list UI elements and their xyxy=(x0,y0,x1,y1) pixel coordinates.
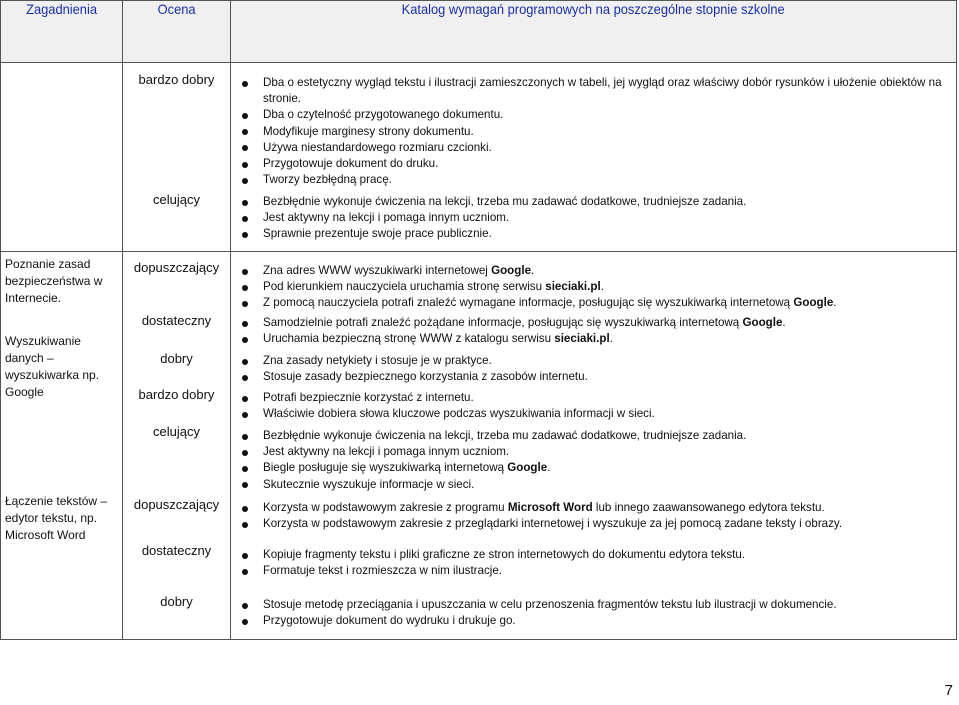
item-text: Bezbłędnie wykonuje ćwiczenia na lekcji, trzeba mu zadawać dodatkowe, trudniejsze zadania. xyxy=(263,429,747,442)
bullet-icon xyxy=(242,506,248,512)
item-text: Pod kierunkiem nauczyciela uruchamia stronę serwisu xyxy=(263,280,546,294)
bullet-icon xyxy=(242,553,248,559)
topic-cell-empty xyxy=(1,63,123,252)
item-text: Potrafi bezpiecznie korzystać z internetu. xyxy=(263,391,474,404)
bullet-icon xyxy=(242,375,248,381)
bullet-icon xyxy=(242,396,248,402)
requirements-list xyxy=(231,597,956,629)
bullet-icon xyxy=(242,619,248,625)
list-item xyxy=(231,353,956,369)
list-item xyxy=(231,295,956,311)
requirements-cell xyxy=(231,252,957,640)
bullet-icon xyxy=(242,522,248,528)
list-item xyxy=(231,597,956,613)
list-item xyxy=(231,75,956,107)
list-item xyxy=(231,226,956,242)
item-text: . xyxy=(609,332,613,346)
emphasis-text: sieciaki.pl xyxy=(554,332,610,346)
list-item xyxy=(231,428,956,444)
item-text: Dba o czytelność przygotowanego dokumentu. xyxy=(263,108,504,122)
grades-cell xyxy=(123,63,231,252)
requirements-list xyxy=(231,428,956,493)
item-text: . xyxy=(782,316,786,329)
item-text: Stosuje metodę przeciągania i upuszczania w celu przenoszenia fragmentów tekstu lub ilustracji w dokumencie. xyxy=(263,598,837,611)
requirements-list xyxy=(231,353,956,385)
grade-label: celujący xyxy=(153,424,200,439)
list-item xyxy=(231,460,956,476)
list-item xyxy=(231,124,956,140)
list-item xyxy=(231,140,956,156)
emphasis-text: Google xyxy=(491,264,532,277)
item-text: Formatuje tekst i rozmieszcza w nim ilustracje. xyxy=(263,564,503,578)
requirements-list xyxy=(231,194,956,243)
item-text: Tworzy bezbłędną pracę. xyxy=(263,173,392,187)
requirements-list xyxy=(231,500,956,532)
requirements-cell xyxy=(231,63,957,252)
table-row xyxy=(1,252,957,640)
bullet-icon xyxy=(242,113,248,119)
list-item xyxy=(231,210,956,226)
emphasis-text: Google xyxy=(507,461,548,475)
list-item xyxy=(231,172,956,188)
item-text: Właściwie dobiera słowa kluczowe podczas wyszukiwania informacji w sieci. xyxy=(263,407,655,421)
bullet-icon xyxy=(242,301,248,307)
list-item xyxy=(231,563,956,579)
grade-label: dostateczny xyxy=(141,313,212,328)
topic-safety: Poznanie zasad bezpieczeństwa w Internecie. xyxy=(5,257,103,305)
grade-label: dobry xyxy=(160,594,193,609)
requirements-list xyxy=(231,75,956,188)
requirements-list xyxy=(231,390,956,422)
list-item xyxy=(231,406,956,422)
bullet-icon xyxy=(242,321,248,327)
item-text: . xyxy=(600,280,604,294)
item-text: Biegle posługuje się wyszukiwarką internetową xyxy=(263,461,508,475)
list-item xyxy=(231,477,956,493)
bullet-icon xyxy=(242,178,248,184)
grade-label: dostateczny xyxy=(141,543,212,558)
grade-label: bardzo dobry xyxy=(138,387,215,402)
bullet-icon xyxy=(242,412,248,418)
item-text: Przygotowuje dokument do wydruku i drukuje go. xyxy=(263,614,516,628)
bullet-icon xyxy=(242,450,248,456)
topic-search: Wyszukiwanie danych – wyszukiwarka np. Google xyxy=(5,334,100,399)
item-text: Sprawnie prezentuje swoje prace publicznie. xyxy=(263,227,492,241)
item-text: Skutecznie wyszukuje informacje w sieci. xyxy=(263,477,475,491)
list-item xyxy=(231,500,956,516)
item-text: Z pomocą nauczyciela potrafi znaleźć wymagane informacje, posługując się wyszukiwarką internetową xyxy=(263,296,794,310)
item-text: Samodzielnie potrafi znaleźć pożądane informacje, posługując się wyszukiwarką internetową xyxy=(263,316,743,329)
item-text: lub innego zaawansowanego edytora tekstu. xyxy=(592,501,825,514)
bullet-icon xyxy=(242,482,248,488)
item-text: Modyfikuje marginesy strony dokumentu. xyxy=(263,124,474,138)
bullet-icon xyxy=(242,232,248,238)
list-item xyxy=(231,279,956,295)
grade-label: dobry xyxy=(160,351,193,366)
list-item xyxy=(231,107,956,123)
item-text: Korzysta w podstawowym zakresie z programu xyxy=(263,501,508,514)
page-number: 7 xyxy=(944,682,953,699)
list-item xyxy=(231,194,956,210)
bullet-icon xyxy=(242,569,248,575)
list-item xyxy=(231,263,956,279)
bullet-icon xyxy=(242,216,248,222)
item-text: Bezbłędnie wykonuje ćwiczenia na lekcji, trzeba mu zadawać dodatkowe, trudniejsze zadania. xyxy=(263,195,747,208)
item-text: Uruchamia bezpieczną stronę WWW z katalogu serwisu xyxy=(263,332,555,346)
list-item xyxy=(231,369,956,385)
bullet-icon xyxy=(242,603,248,609)
header-catalog: Katalog wymagań programowych na poszczególne stopnie szkolne xyxy=(231,1,957,63)
emphasis-text: sieciaki.pl xyxy=(545,280,601,294)
bullet-icon xyxy=(242,200,248,206)
header-grade: Ocena xyxy=(123,1,231,63)
bullet-icon xyxy=(242,359,248,365)
emphasis-text: Microsoft Word xyxy=(507,501,593,514)
item-text: Zna zasady netykiety i stosuje je w praktyce. xyxy=(263,354,492,367)
list-item xyxy=(231,444,956,460)
item-text: Kopiuje fragmenty tekstu i pliki graficzne ze stron internetowych do dokumentu edytora tekstu. xyxy=(263,548,746,561)
list-item xyxy=(231,516,956,532)
item-text: Korzysta w podstawowym zakresie z przeglądarki internetowej i wyszukuje za jej pomocą zadane teksty i obrazy. xyxy=(263,517,843,531)
grade-label: dopuszczający xyxy=(133,260,220,275)
table-header-row xyxy=(1,1,957,63)
bullet-icon xyxy=(242,269,248,275)
item-text: Dba o estetyczny wygląd tekstu i ilustracji zamieszczonych w tabeli, jej wygląd oraz właściwy dobór rysunków i ułożenie obiektów na stronie. xyxy=(263,76,942,106)
list-item xyxy=(231,547,956,563)
list-item xyxy=(231,613,956,629)
item-text: Stosuje zasady bezpiecznego korzystania z zasobów internetu. xyxy=(263,370,588,384)
list-item xyxy=(231,156,956,172)
requirements-list xyxy=(231,315,956,347)
emphasis-text: Google xyxy=(742,316,783,329)
requirements-list xyxy=(231,263,956,312)
emphasis-text: Google xyxy=(793,296,834,310)
item-text: Przygotowuje dokument do druku. xyxy=(263,157,439,171)
item-text: . xyxy=(547,461,551,475)
list-item xyxy=(231,390,956,406)
topics-cell xyxy=(1,252,123,640)
item-text: . xyxy=(833,296,837,310)
item-text: Używa niestandardowego rozmiaru czcionki. xyxy=(263,140,492,154)
bullet-icon xyxy=(242,81,248,87)
bullet-icon xyxy=(242,466,248,472)
bullet-icon xyxy=(242,285,248,291)
list-item xyxy=(231,315,956,331)
bullet-icon xyxy=(242,129,248,135)
grade-label: dopuszczający xyxy=(133,497,220,512)
requirements-list xyxy=(231,547,956,579)
topic-word: Łączenie tekstów – edytor tekstu, np. Microsoft Word xyxy=(5,494,108,542)
bullet-icon xyxy=(242,337,248,343)
bullet-icon xyxy=(242,145,248,151)
grade-label: celujący xyxy=(153,192,200,207)
table-row xyxy=(1,63,957,252)
grade-label: bardzo dobry xyxy=(138,72,215,87)
item-text: Zna adres WWW wyszukiwarki internetowej xyxy=(263,264,492,277)
item-text: Jest aktywny na lekcji i pomaga innym uczniom. xyxy=(263,445,510,459)
grades-cell xyxy=(123,252,231,640)
bullet-icon xyxy=(242,434,248,440)
list-item xyxy=(231,331,956,347)
header-topics: Zagadnienia xyxy=(1,1,123,63)
item-text: Jest aktywny na lekcji i pomaga innym uczniom. xyxy=(263,211,510,225)
item-text: . xyxy=(531,264,535,277)
bullet-icon xyxy=(242,162,248,168)
